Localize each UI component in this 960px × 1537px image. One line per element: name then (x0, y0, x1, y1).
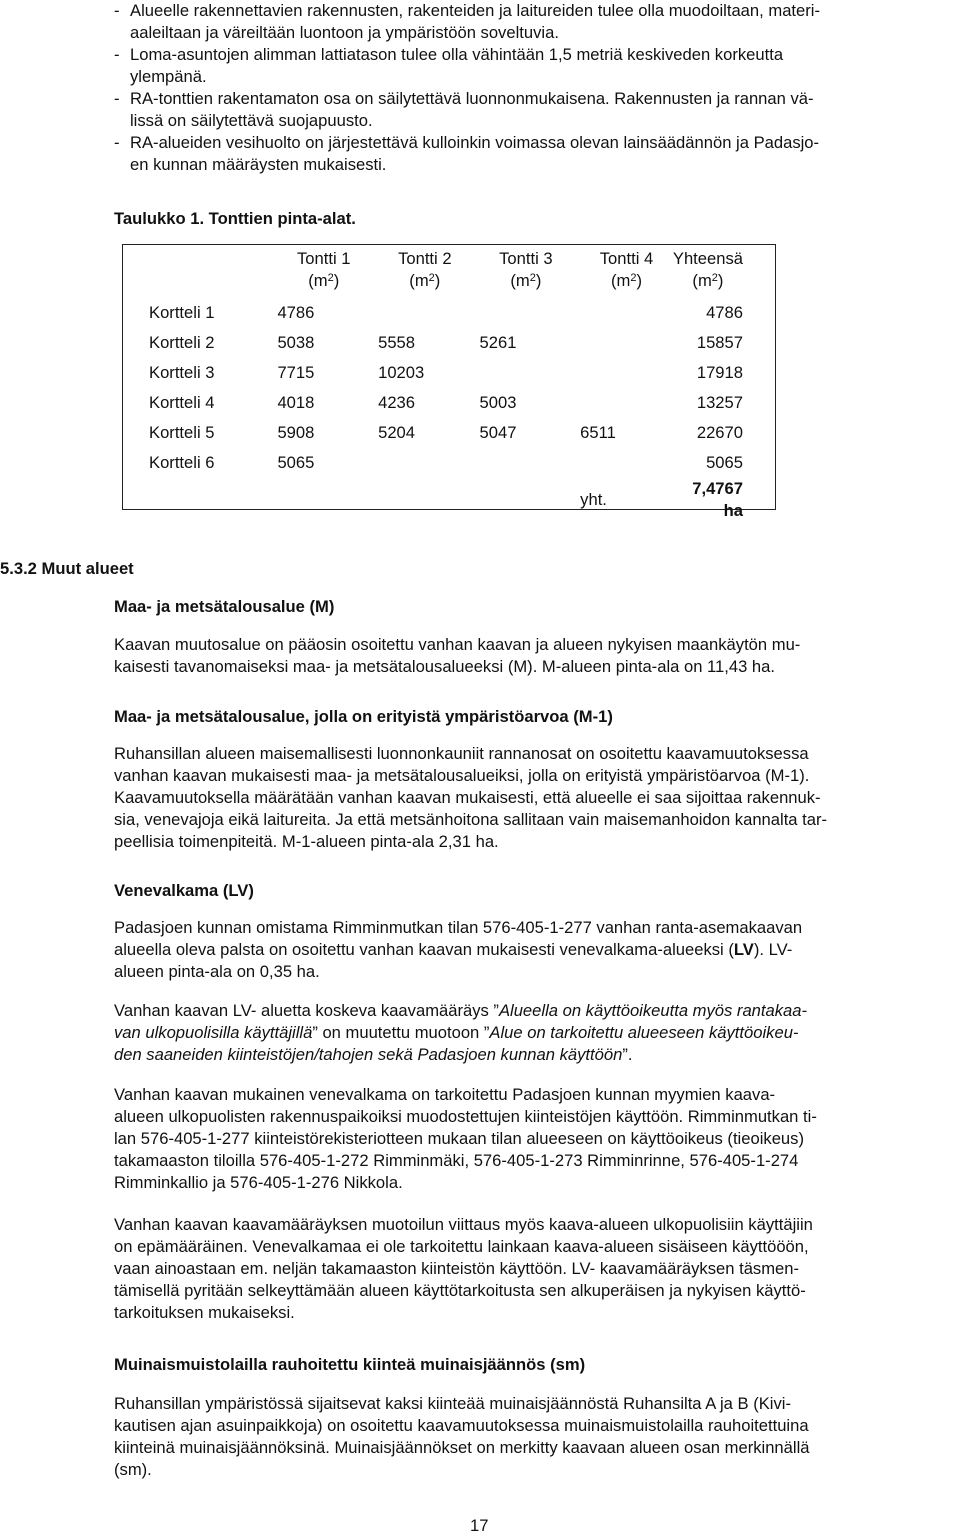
table-cell: 4236 (378, 393, 416, 412)
table-cell: 5908 (277, 423, 315, 442)
table-cell: 4786 (277, 303, 315, 322)
table-cell (472, 448, 573, 478)
table-cell: 10203 (378, 363, 425, 382)
table-cell (123, 478, 269, 522)
table-cell (572, 358, 673, 388)
m1-heading: Maa- ja metsätalousalue, jolla on erityistä ympäristöarvoa (M-1) (114, 707, 613, 726)
lv-paragraph-3: Vanhan kaavan mukainen venevalkama on tarkoitettu Padasjoen kunnan myymien kaava- alueen ulkopuolisten rakennuspaikoiksi muodostettujen kiinteistöjen käyttöön. Rimminmutkan ti- lan 576-405-1-277 kiinteistörekisteriotteen mukaan tilan alueeseen on käyttöoikeus (tieoikeus) takamaaston tiloilla 576-405-1-272 Rimminmäki, 576-405-1-273 Rimminrinne, 576-405-1-274 Rimminkallio ja 576-405-1-276 Nikkola. (114, 1085, 817, 1192)
table-cell: 7715 (277, 363, 315, 382)
table-cell: 5065 (706, 453, 743, 472)
header-cell: Yhteensä $(m^2)$ (672, 249, 743, 290)
table-cell (572, 448, 673, 478)
lv-heading: Venevalkama (LV) (114, 881, 254, 900)
section-title: 5.3.2 Muut alueet (0, 559, 134, 578)
table-cell: 6511 (580, 423, 616, 442)
bullet-item: - RA-alueiden vesihuolto on järjestettävä kulloinkin voimassa olevan lainsäädännön ja Padasjo- en kunnan määräysten mukaisesti. (114, 133, 820, 174)
table-cell: 5558 (378, 333, 416, 352)
page-number: 17 (470, 1516, 489, 1535)
table-row (123, 328, 775, 358)
table-row (123, 298, 775, 328)
table-cell (370, 298, 471, 328)
row-label: Kortteli 6 (149, 453, 215, 472)
lv-paragraph-4: Vanhan kaavan kaavamääräyksen muotoilun viittaus myös kaava-alueen ulkopuolisiin käyttäjiin on epämääräinen. Venevalkamaa ei ole tarkoitettu lainkaan kaava-alueen sisäiseen käyttööön, vaan ainoastaan em. neljän takamaaston kiinteistön käyttöön. LV- kaavamääräyksen täsmen- tämisellä pyritään selkeyttämään alueen käyttötarkoitusta sen alkuperäisen ja nykyisen käyttö- tarkoituksen mukaiseksi. (114, 1215, 813, 1322)
lv-paragraph-2: Vanhan kaavan LV- aluetta koskeva kaavamääräys ”Alueella on käyttöoikeutta myös rantakaa- van ulkopuolisilla käyttäjillä” on muutettu muotoon ”Alue on tarkoitettu alueeseen käyttöoikeu- den saaneiden kiinteistöjen/tahojen sekä Padasjoen kunnan käyttöön”. (114, 1001, 808, 1064)
plot-area-table (122, 244, 776, 520)
table-cell: 5038 (277, 333, 315, 352)
sm-heading: Muinaismuistolailla rauhoitettu kiinteä muinaisjäännös (sm) (114, 1355, 586, 1374)
table-header-row (123, 245, 775, 298)
table-cell (472, 358, 573, 388)
row-label: Kortteli 3 (149, 363, 215, 382)
table-cell (572, 298, 673, 328)
table-caption: Taulukko 1. Tonttien pinta-alat. (114, 209, 356, 228)
plot-table (123, 245, 775, 522)
table-cell: 22670 (696, 423, 743, 442)
table-cell: 5047 (479, 423, 517, 442)
table-cell: 5065 (277, 453, 315, 472)
table-row (123, 418, 775, 448)
table-total-row (123, 478, 775, 522)
header-cell: Tontti 4 $(m^2)$ (599, 249, 654, 290)
m1-paragraph: Ruhansillan alueen maisemallisesti luonnonkauniit rannanosat on osoitettu kaavamuutoksessa vanhan kaavan mukaisesti maa- ja metsätalousalueiksi, jolla on erityistä ympäristöarvoa (M-1). Kaavamuutoksella määrätään vanhan kaavan mukaisesti, että alueelle ei saa sijoittaa rakennuk- sia, venevajoja eikä laitureita. Ja että metsänhoitona sallitaan vain maisemanhoidon kannalta tar- peellisia toimenpiteitä. M-1-alueen pinta-ala 2,31 ha. (114, 744, 828, 851)
m-paragraph: Kaavan muutosalue on pääosin osoitettu vanhan kaavan ja alueen nykyisen maankäytön mu- kaisesti tavanomaiseksi maa- ja metsätalousalueeksi (M). M-alueen pinta-ala on 11,43 ha. (114, 635, 801, 676)
total-value: 7,4767 ha (692, 479, 743, 520)
table-row (123, 358, 775, 388)
table-cell: 5204 (378, 423, 416, 442)
table-cell: 5003 (479, 393, 517, 412)
table-row (123, 388, 775, 418)
header-cell: Tontti 2 $(m^2)$ (398, 249, 452, 290)
header-cell: Tontti 3 $(m^2)$ (499, 249, 553, 290)
table-row (123, 448, 775, 478)
table-cell: 17918 (696, 363, 743, 382)
header-cell: Tontti 1 $(m^2)$ (297, 249, 351, 290)
row-label: Kortteli 4 (149, 393, 215, 412)
table-cell: 4786 (706, 303, 743, 322)
table-cell (269, 478, 370, 522)
table-cell: 4018 (277, 393, 315, 412)
total-label: yht. (580, 490, 607, 509)
m-heading: Maa- ja metsätalousalue (M) (114, 597, 335, 616)
bullet-item: - RA-tonttien rakentamaton osa on säilytettävä luonnonmukaisena. Rakennusten ja rannan vä- lissä on säilytettävä suojapuusto. (114, 89, 814, 130)
table-cell: 13257 (696, 393, 743, 412)
table-cell: 15857 (696, 333, 743, 352)
lv-paragraph-1: Padasjoen kunnan omistama Rimminmutkan tilan 576-405-1-277 vanhan ranta-asemakaavan alueella oleva palsta on osoitettu vanhan kaavan mukaisesti venevalkama-alueeksi (LV). LV- alueen pinta-ala on 0,35 ha. (114, 918, 803, 981)
table-cell: 5261 (479, 333, 517, 352)
bullet-item: - Loma-asuntojen alimman lattiatason tulee olla vähintään 1,5 metriä keskiveden korkeutta ylempänä. (114, 45, 784, 86)
table-cell (572, 328, 673, 358)
row-label: Kortteli 2 (149, 333, 215, 352)
sm-paragraph: Ruhansillan ympäristössä sijaitsevat kaksi kiinteää muinaisjäännöstä Ruhansilta A ja B (Kivi- kautisen ajan asuinpaikkoja) on osoitettu kaavamuutoksessa muinaismuistolailla rauhoitettuina kiinteinä muinaisjäännöksinä. Muinaisjäännökset on merkitty kaavaan alueen osan merkinnällä (sm). (114, 1394, 810, 1479)
table-cell (472, 298, 573, 328)
row-label: Kortteli 1 (149, 303, 215, 322)
requirements-list (114, 0, 954, 176)
row-label: Kortteli 5 (149, 423, 215, 442)
table-cell (370, 448, 471, 478)
table-cell (572, 388, 673, 418)
header-empty (123, 245, 269, 298)
table-cell (472, 478, 573, 522)
table-cell (370, 478, 471, 522)
bullet-item: - Alueelle rakennettavien rakennusten, rakenteiden ja laitureiden tulee olla muodoiltaan, materi- aaleiltaan ja väreiltään luontoon ja ympäristöön soveltuvia. (114, 1, 820, 42)
